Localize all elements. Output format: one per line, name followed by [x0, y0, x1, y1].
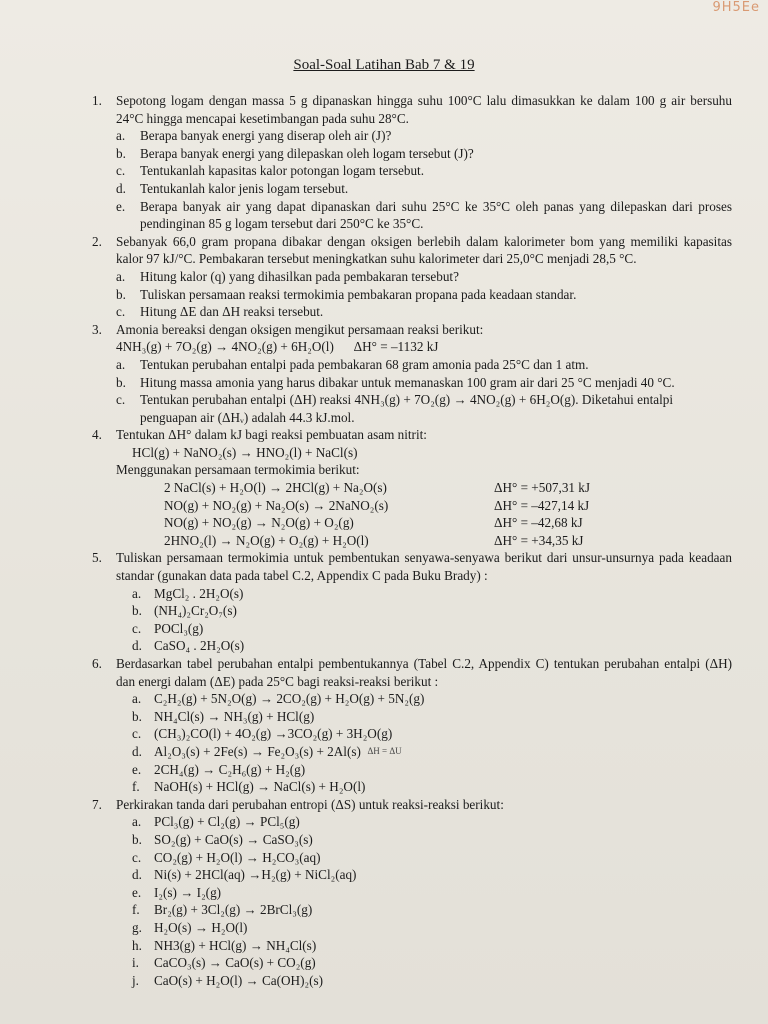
question-number: 2. [92, 233, 102, 249]
sub-question-b: b. Berapa banyak energi yang dilepaskan oleh logam tersebut (J)? [116, 145, 474, 161]
question-number: 7. [92, 796, 102, 812]
question-2 [92, 233, 732, 321]
question-number: 3. [92, 321, 102, 337]
question-text: Perkirakan tanda dari perubahan entropi (ΔS) untuk reaksi-reaksi berikut: [116, 796, 504, 812]
question-number: 1. [92, 93, 102, 108]
list-item: c. CO₂(g) + H₂O(l) → H₂CO₃(aq) [132, 849, 321, 865]
sub-question-c: c. Tentukanlah kapasitas kalor potongan logam tersebut. [116, 163, 424, 179]
thermo-equation-row: 2HNO₂(l) → N₂O(g) + O₂(g) + H₂O(l) ΔH° = +34,35 kJ [164, 532, 584, 548]
reaction-equation: 4NH₃(g) + 7O₂(g) → 4NO₂(g) + 6H₂O(l) ΔH° = –1132 kJ [116, 339, 439, 355]
list-item: a. PCl₃(g) + Cl₂(g) → PCl₅(g) [132, 814, 300, 830]
list-item: e. 2CH₄(g) → C₂H₆(g) + H₂(g) [132, 761, 306, 777]
question-list [92, 92, 732, 989]
sub-question-c: c. Hitung ΔE dan ΔH reaksi tersebut. [116, 304, 324, 320]
sub-question-b: b. Hitung massa amonia yang harus dibakar untuk memanaskan 100 gram air dari 25 °C menjadi 40 °C. [116, 374, 675, 390]
question-6 [92, 655, 732, 796]
question-text: Tuliskan persamaan termokimia untuk pembentukan senyawa-senyawa berikut dari unsur-unsurnya pada keadaan standar (gunakan data pada tabel C.2, Appendix C pada Buku Brady) : [116, 550, 732, 584]
handwritten-corner-note: 9H5Ee [712, 0, 760, 15]
list-item: b. (NH₄)₂Cr₂O₇(s) [132, 603, 237, 619]
question-3 [92, 321, 732, 427]
list-item: d. CaSO₄ . 2H₂O(s) [132, 638, 245, 654]
question-number: 4. [92, 427, 102, 443]
thermo-equation-row: NO(g) + NO₂(g) → N₂O(g) + O₂(g) ΔH° = –42,68 kJ [164, 515, 583, 531]
list-item: e. I₂(s) → I₂(g) [132, 884, 222, 900]
question-number: 5. [92, 550, 102, 566]
question-5 [92, 549, 732, 655]
sub-question-d: d. Tentukanlah kalor jenis logam tersebut. [116, 180, 349, 196]
sub-question-e: e. Berapa banyak air yang dapat dipanaskan dari suhu 25°C ke 35°C oleh panas yang dilepaskan dari proses pendinginan 85 g logam tersebut dari 250°C ke 35°C. [116, 198, 732, 232]
question-text: Sepotong logam dengan massa 5 g dipanaskan hingga suhu 100°C lalu dimasukkan ke dalam 100 g air bersuhu 24°C hingga mencapai kesetimbangan pada suhu 28°C. [116, 93, 732, 126]
sub-question-b: b. Tuliskan persamaan reaksi termokimia pembakaran propana pada keadaan standar. [116, 286, 577, 302]
sub-question-c: c. Tentukan perubahan entalpi (ΔH) reaksi 4NH₃(g) + 7O₂(g) → 4NO₂(g) + 6H₂O(g). Diketahui entalpi penguapan air (ΔHᵥ) adalah 44.3 kJ.mol. [116, 392, 674, 425]
question-number: 6. [92, 656, 102, 671]
list-item: b. NH₄Cl(s) → NH₃(g) + HCl(g) [132, 708, 315, 724]
list-item: j. CaO(s) + H₂O(l) → Ca(OH)₂(s) [132, 972, 323, 988]
list-item: g. H₂O(s) → H₂O(l) [132, 919, 248, 935]
sub-question-a: a. Tentukan perubahan entalpi pada pembakaran 68 gram amonia pada 25°C dan 1 atm. [116, 356, 589, 372]
question-text: Tentukan ΔH° dalam kJ bagi reaksi pembuatan asam nitrit: [116, 427, 427, 443]
list-item: b. SO₂(g) + CaO(s) → CaSO₃(s) [132, 831, 313, 847]
list-item: a. C₂H₂(g) + 5N₂O(g) → 2CO₂(g) + H₂O(g) + 5N₂(g) [132, 691, 425, 707]
list-item: d. Al₂O₃(s) + 2Fe(s) → Fe₂O₃(s) + 2Al(s) ΔH = ΔU [132, 743, 402, 759]
question-text: Sebanyak 66,0 gram propana dibakar dengan oksigen berlebih dalam kalorimeter bom yang memiliki kapasitas kalor 97 kJ/°C. Pembakaran tersebut meningkatkan suhu kalorimeter dari 25,0°C menjadi 28,5 °C. [116, 233, 732, 267]
using-label: Menggunakan persamaan termokimia berikut: [116, 462, 360, 478]
question-7 [92, 796, 732, 990]
handwritten-note: ΔH = ΔU [367, 745, 402, 756]
list-item: c. POCl₃(g) [132, 620, 204, 636]
list-item: c. (CH₃)₂CO(l) + 4O₂(g) →3CO₂(g) + 3H₂O(g) [132, 726, 393, 742]
target-reaction: HCl(g) + NaNO₂(s) → HNO₂(l) + NaCl(s) [132, 444, 358, 460]
list-item: f. NaOH(s) + HCl(g) → NaCl(s) + H₂O(l) [132, 779, 366, 795]
thermo-equation-row: NO(g) + NO₂(g) + Na₂O(s) → 2NaNO₂(s) ΔH° = –427,14 kJ [164, 497, 590, 513]
list-item: a. MgCl₂ . 2H₂O(s) [132, 585, 244, 601]
list-item: i. CaCO₃(s) → CaO(s) + CO₂(g) [132, 955, 316, 971]
list-item: d. Ni(s) + 2HCl(aq) →H₂(g) + NiCl₂(aq) [132, 867, 357, 883]
question-text: Amonia bereaksi dengan oksigen mengikut persamaan reaksi berikut: [116, 321, 484, 337]
question-4 [92, 426, 732, 549]
list-item: f. Br₂(g) + 3Cl₂(g) → 2BrCl₃(g) [132, 902, 313, 918]
sub-question-a: a. Hitung kalor (q) yang dihasilkan pada pembakaran tersebut? [116, 268, 459, 284]
sub-question-a: a. Berapa banyak energi yang diserap oleh air (J)? [116, 128, 392, 144]
question-text: Berdasarkan tabel perubahan entalpi pembentukannya (Tabel C.2, Appendix C) tentukan perubahan entalpi (ΔH) dan energi dalam (ΔE) pada 25°C bagi reaksi-reaksi berikut : [116, 656, 732, 689]
list-item: h. NH3(g) + HCl(g) → NH₄Cl(s) [132, 937, 317, 953]
page-title: Soal-Soal Latihan Bab 7 & 19 [293, 57, 475, 73]
question-1 [92, 92, 732, 233]
thermo-equation-row: 2 NaCl(s) + H₂O(l) → 2HCl(g) + Na₂O(s) ΔH° = +507,31 kJ [164, 480, 591, 496]
